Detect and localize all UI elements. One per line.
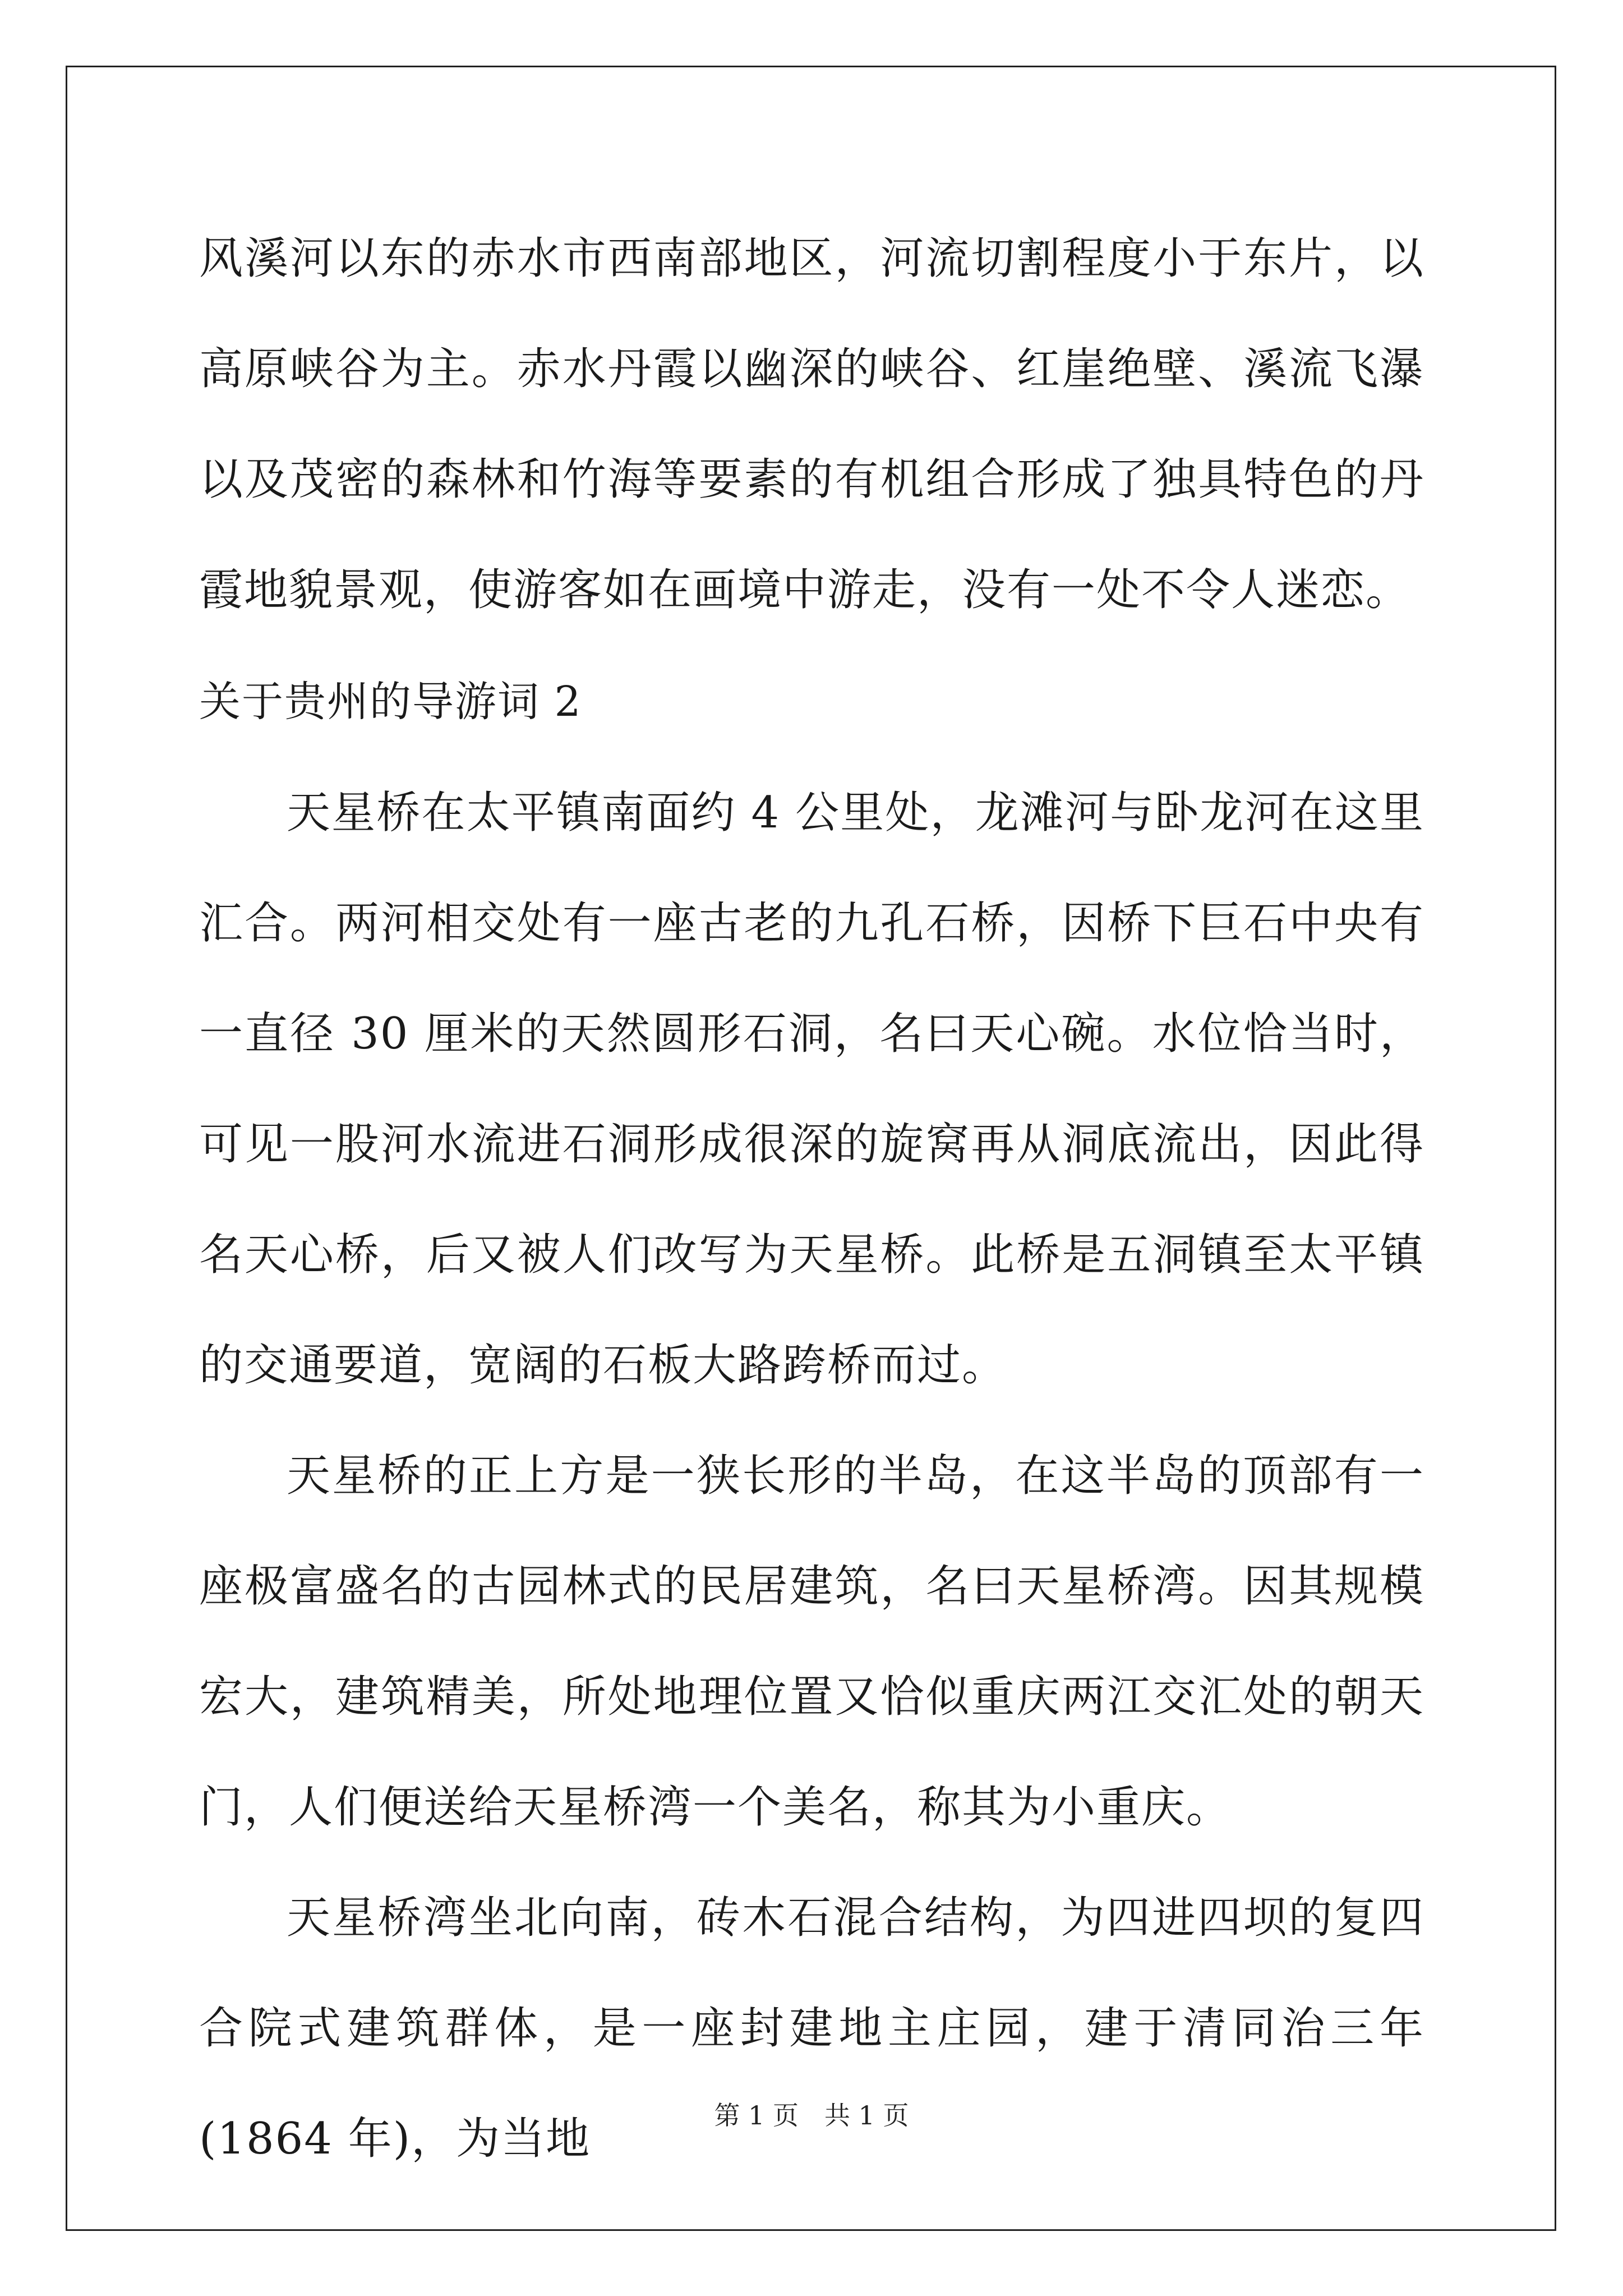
document-body xyxy=(199,204,1424,2194)
page-footer xyxy=(0,2095,1623,2132)
page-total: 共 1 页 xyxy=(824,2100,909,2131)
paragraph-tianxing-bridge: 天星桥在太平镇南面约 4 公里处，龙滩河与卧龙河在这里汇合。两河相交处有一座古老的九孔石桥，因桥下巨石中央有一直径 30 厘米的天然圆形石洞，名曰天心碗。水位恰当时，可见一股河水流进石洞形成很深的旋窝再从洞底流出，因此得名天心桥，后又被人们改写为天星桥。此桥是五洞镇至太平镇的交通要道，宽阔的石板大路跨桥而过。 xyxy=(199,788,1424,1391)
paragraph-peninsula-residence: 天星桥的正上方是一狭长形的半岛，在这半岛的顶部有一座极富盛名的古园林式的民居建筑，名曰天星桥湾。因其规模宏大，建筑精美，所处地理位置又恰似重庆两江交汇处的朝天门，人们便送给天星桥湾一个美名，称其为小重庆。 xyxy=(199,1451,1424,1833)
paragraph-danxia-landscape: 风溪河以东的赤水市西南部地区，河流切割程度小于东片，以高原峡谷为主。赤水丹霞以幽深的峡谷、红崖绝壁、溪流飞瀑以及茂密的森林和竹海等要素的有机组合形成了独具特色的丹霞地貌景观，使游客如在画境中游走，没有一处不令人迷恋。 xyxy=(199,233,1424,615)
paragraph-courtyard-structure: 天星桥湾坐北向南，砖木石混合结构，为四进四坝的复四合院式建筑群体，是一座封建地主庄园，建于清同治三年(1864 年)，为当地 xyxy=(199,1893,1424,2164)
page-number: 第 1 页 xyxy=(714,2100,799,2131)
section-heading: 关于贵州的导游词 2 xyxy=(199,678,582,726)
